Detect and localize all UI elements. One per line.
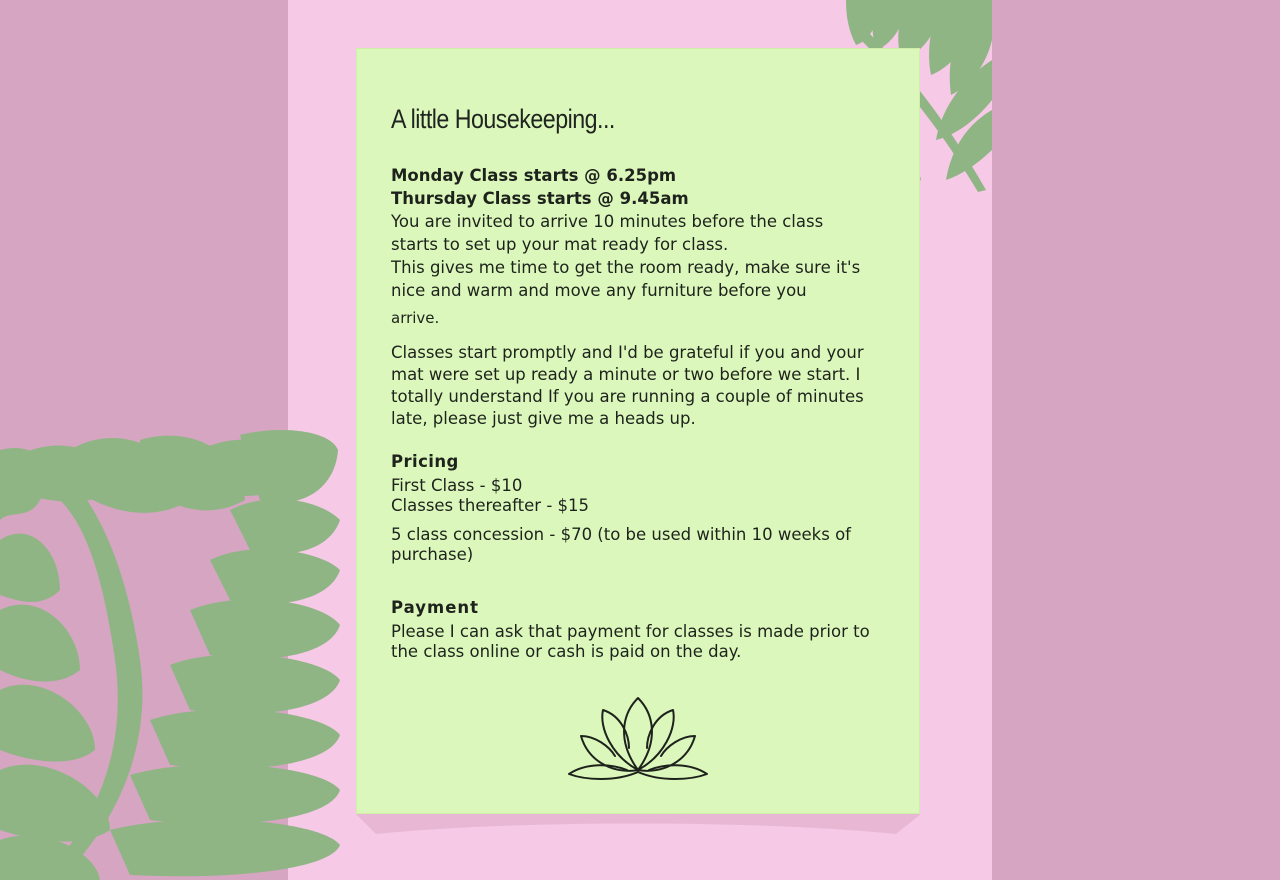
pricing-heading: Pricing — [391, 452, 459, 471]
room-text-line: arrive. — [391, 309, 440, 327]
monday-class-time: Monday Class starts @ 6.25pm — [391, 166, 677, 185]
price-first-class: First Class - $10 — [391, 476, 523, 495]
price-concession: 5 class concession - $70 (to be used within 10 weeks of purchase) — [391, 525, 851, 564]
arrival-text-line: starts to set up your mat ready for class. — [391, 235, 729, 254]
housekeeping-note — [356, 48, 920, 814]
payment-heading: Payment — [391, 598, 480, 617]
class-schedule — [391, 164, 891, 330]
lotus-flower-icon — [567, 696, 709, 782]
fern-leaf-icon-bottom-left — [0, 430, 345, 880]
pricing-list — [391, 476, 896, 565]
room-text-line: This gives me time to get the room ready, make sure it's — [391, 258, 861, 277]
price-thereafter: Classes thereafter - $15 — [391, 496, 590, 515]
thursday-class-time: Thursday Class starts @ 9.45am — [391, 189, 689, 208]
note-heading: A little Housekeeping... — [391, 104, 615, 134]
room-text-line: nice and warm and move any furniture before you — [391, 281, 807, 300]
arrival-text-line: You are invited to arrive 10 minutes before the class — [391, 212, 824, 231]
payment-text: Please I can ask that payment for classes is made prior to the class online or cash is paid on the day. — [391, 622, 870, 661]
promptness-paragraph: Classes start promptly and I'd be grateful if you and your mat were set up ready a minute or two before we start. I totally understand If you are running a couple of minutes late, please just give me a heads up. — [391, 343, 864, 428]
